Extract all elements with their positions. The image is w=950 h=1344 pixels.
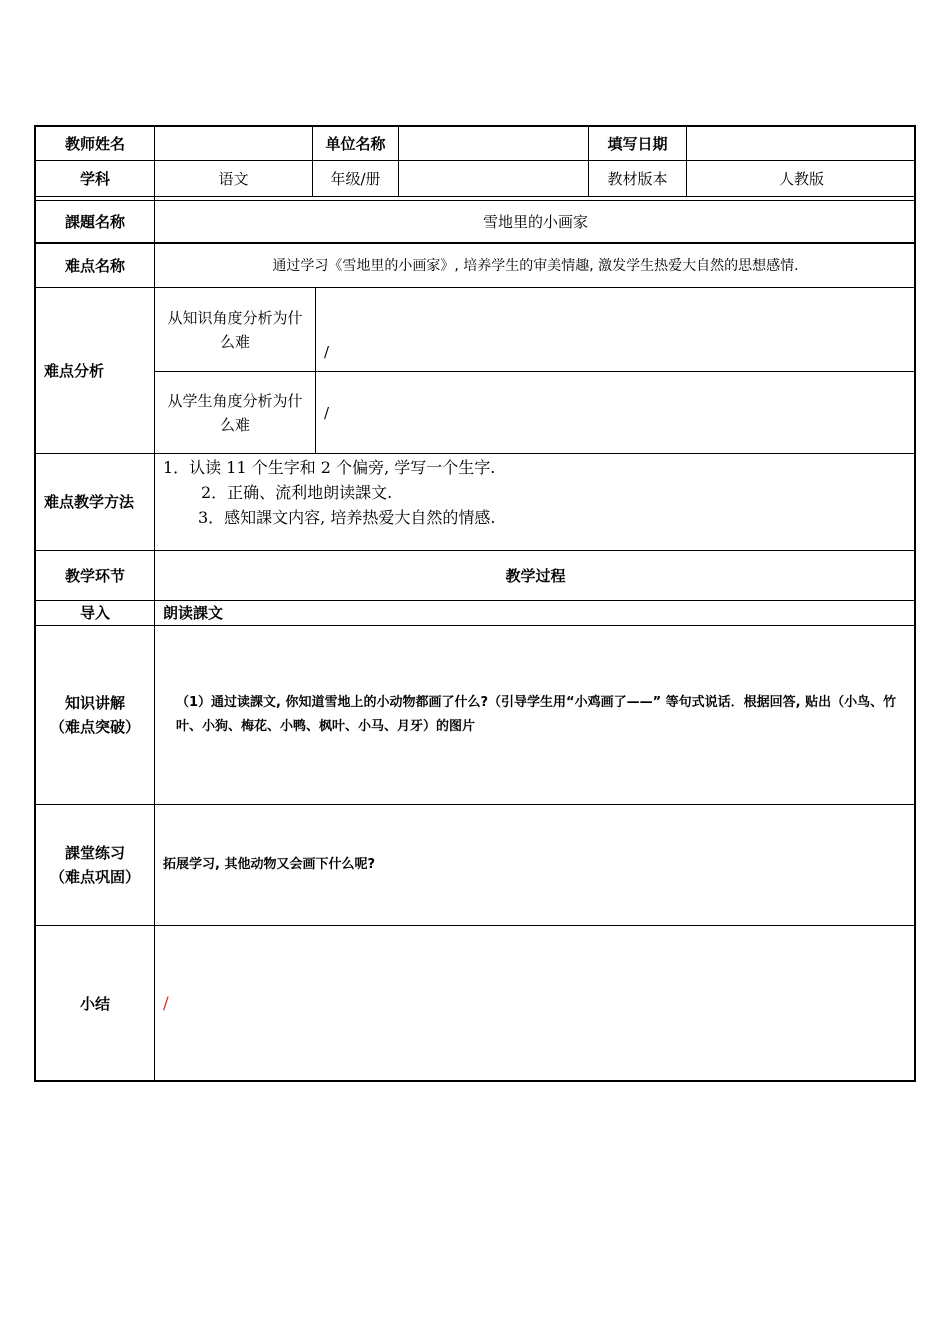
knowledge-label xyxy=(36,626,154,804)
analysis-knowledge-label: 从知识角度分析为什么难 xyxy=(167,308,303,351)
intro-value: 朗读課文 xyxy=(163,604,224,622)
summary-label: 小结 xyxy=(79,995,110,1013)
practice-value: 拓展学习, 其他动物又会画下什么呢? xyxy=(163,857,376,872)
analysis-student-label: 从学生角度分析为什么难 xyxy=(167,391,303,434)
textbook-label: 教材版本 xyxy=(607,170,668,188)
practice-label-line2: （难点巩固） xyxy=(49,868,140,886)
knowledge-value: （1）通过读課文, 你知道雪地上的小动物都画了什么?（引导学生用“小鸡画了——” 等句式说话．根据回答, 贴出（小鸟、竹叶、小狗、梅花、小鸭、枫叶、小马、月牙）的图片 xyxy=(176,695,897,734)
knowledge-label-line2: （难点突破） xyxy=(49,718,140,736)
analysis-label: 难点分析 xyxy=(44,361,105,380)
teacher-name-label: 教师姓名 xyxy=(64,135,125,153)
intro-label: 导入 xyxy=(79,604,110,622)
method-item: 2．正确、流利地朗读課文. xyxy=(201,483,393,502)
method-label: 难点教学方法 xyxy=(44,493,135,511)
subject-label: 学科 xyxy=(79,170,110,188)
topic-label: 課題名称 xyxy=(64,212,125,231)
analysis-student-value: / xyxy=(324,403,330,422)
textbook-value: 人教版 xyxy=(778,170,824,188)
difficulty-value: 通过学习《雪地里的小画家》, 培养学生的审美情趣, 激发学生热爱大自然的思想感情. xyxy=(272,257,799,274)
grade-label: 年级/册 xyxy=(330,170,381,188)
method-item: 1．认读 11 个生字和 2 个偏旁, 学写一个生字. xyxy=(163,458,496,477)
teacher-name-value xyxy=(155,127,312,161)
difficulty-label: 难点名称 xyxy=(64,256,125,275)
knowledge-label-line1: 知识讲解 xyxy=(64,694,125,712)
summary-value: / xyxy=(163,994,169,1014)
grade-value xyxy=(399,161,588,197)
method-item: 3．感知課文内容, 培养热爱大自然的情感. xyxy=(198,508,496,527)
analysis-knowledge-value: / xyxy=(324,343,330,361)
subject-value: 语文 xyxy=(218,170,249,188)
lesson-plan-table xyxy=(34,125,916,1082)
process-header: 教学过程 xyxy=(505,566,566,585)
unit-name-value xyxy=(399,127,588,161)
topic-value: 雪地里的小画家 xyxy=(482,212,588,231)
date-value xyxy=(687,127,916,161)
stage-header: 教学环节 xyxy=(64,566,125,585)
method-list xyxy=(163,455,903,530)
practice-label xyxy=(36,805,154,925)
date-label: 填写日期 xyxy=(607,135,668,153)
practice-label-line1: 課堂练习 xyxy=(64,844,125,862)
unit-name-label: 单位名称 xyxy=(325,135,386,153)
